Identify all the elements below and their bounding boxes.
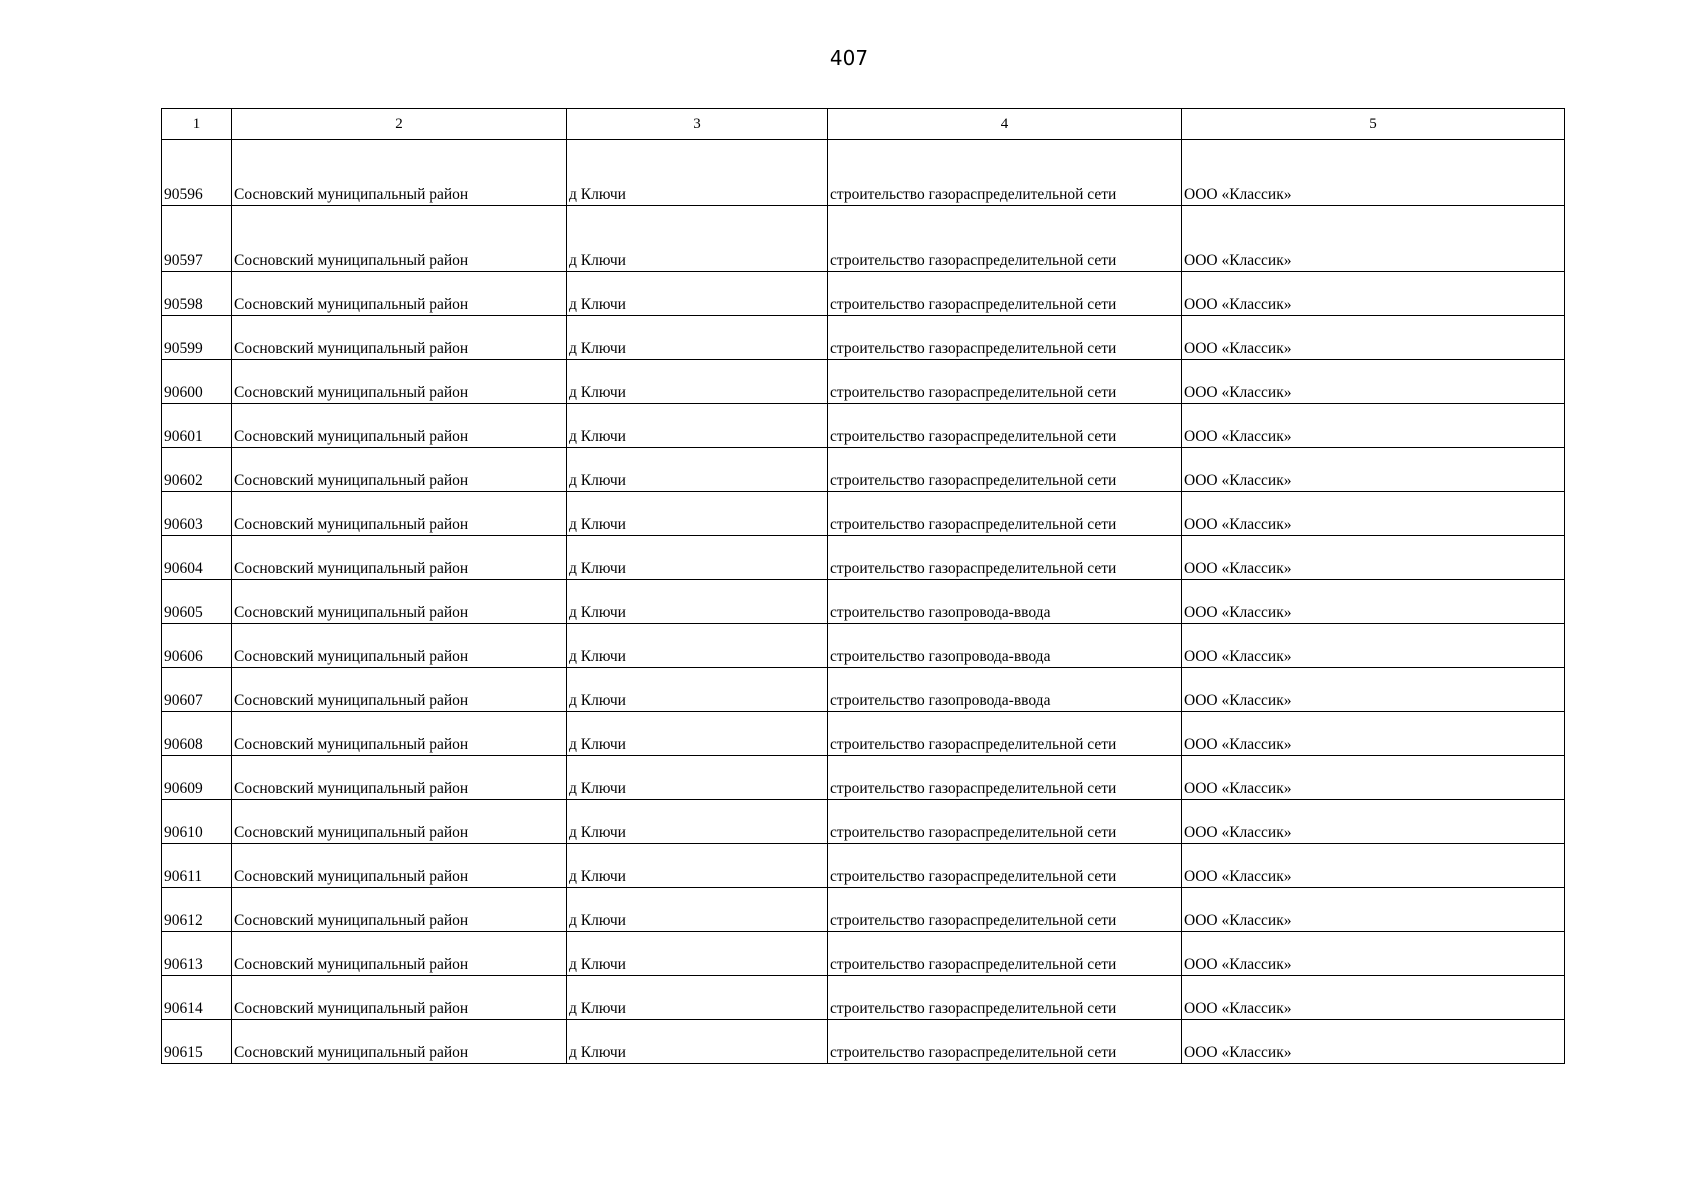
cell-record-number: 90605 bbox=[162, 580, 232, 624]
cell-record-number: 90601 bbox=[162, 404, 232, 448]
cell-settlement: д Ключи bbox=[567, 140, 828, 206]
table-row bbox=[162, 360, 1565, 404]
page-number: 407 bbox=[829, 46, 869, 70]
cell-work-type: строительство газораспределительной сети bbox=[828, 888, 1182, 932]
cell-settlement: д Ключи bbox=[567, 668, 828, 712]
cell-organization: ООО «Классик» bbox=[1182, 624, 1565, 668]
cell-work-type: строительство газораспределительной сети bbox=[828, 932, 1182, 976]
cell-settlement: д Ключи bbox=[567, 888, 828, 932]
table-row bbox=[162, 668, 1565, 712]
table-row bbox=[162, 888, 1565, 932]
cell-organization: ООО «Классик» bbox=[1182, 272, 1565, 316]
cell-district: Сосновский муниципальный район bbox=[232, 580, 567, 624]
table-body bbox=[162, 140, 1565, 1064]
cell-work-type: строительство газораспределительной сети bbox=[828, 140, 1182, 206]
table-row bbox=[162, 492, 1565, 536]
cell-district: Сосновский муниципальный район bbox=[232, 756, 567, 800]
cell-settlement: д Ключи bbox=[567, 492, 828, 536]
cell-organization: ООО «Классик» bbox=[1182, 756, 1565, 800]
cell-record-number: 90612 bbox=[162, 888, 232, 932]
cell-organization: ООО «Классик» bbox=[1182, 888, 1565, 932]
cell-district: Сосновский муниципальный район bbox=[232, 360, 567, 404]
cell-record-number: 90597 bbox=[162, 206, 232, 272]
cell-organization: ООО «Классик» bbox=[1182, 976, 1565, 1020]
cell-record-number: 90602 bbox=[162, 448, 232, 492]
cell-district: Сосновский муниципальный район bbox=[232, 888, 567, 932]
table-row bbox=[162, 624, 1565, 668]
table-row bbox=[162, 206, 1565, 272]
cell-settlement: д Ключи bbox=[567, 580, 828, 624]
cell-settlement: д Ключи bbox=[567, 206, 828, 272]
cell-organization: ООО «Классик» bbox=[1182, 360, 1565, 404]
cell-organization: ООО «Классик» bbox=[1182, 668, 1565, 712]
cell-record-number: 90596 bbox=[162, 140, 232, 206]
table-row bbox=[162, 1020, 1565, 1064]
cell-district: Сосновский муниципальный район bbox=[232, 800, 567, 844]
column-header-3: 3 bbox=[567, 109, 828, 140]
cell-work-type: строительство газораспределительной сети bbox=[828, 206, 1182, 272]
cell-settlement: д Ключи bbox=[567, 844, 828, 888]
cell-work-type: строительство газопровода-ввода bbox=[828, 624, 1182, 668]
cell-settlement: д Ключи bbox=[567, 712, 828, 756]
cell-district: Сосновский муниципальный район bbox=[232, 492, 567, 536]
cell-organization: ООО «Классик» bbox=[1182, 712, 1565, 756]
table-row bbox=[162, 756, 1565, 800]
registry-table bbox=[161, 108, 1565, 1064]
cell-settlement: д Ключи bbox=[567, 756, 828, 800]
cell-organization: ООО «Классик» bbox=[1182, 140, 1565, 206]
cell-settlement: д Ключи bbox=[567, 448, 828, 492]
cell-work-type: строительство газораспределительной сети bbox=[828, 360, 1182, 404]
header-row bbox=[162, 109, 1565, 140]
cell-record-number: 90608 bbox=[162, 712, 232, 756]
cell-settlement: д Ключи bbox=[567, 624, 828, 668]
cell-district: Сосновский муниципальный район bbox=[232, 976, 567, 1020]
table-row bbox=[162, 844, 1565, 888]
cell-work-type: строительство газораспределительной сети bbox=[828, 316, 1182, 360]
table-row bbox=[162, 448, 1565, 492]
cell-organization: ООО «Классик» bbox=[1182, 448, 1565, 492]
table-row bbox=[162, 140, 1565, 206]
cell-organization: ООО «Классик» bbox=[1182, 580, 1565, 624]
cell-organization: ООО «Классик» bbox=[1182, 1020, 1565, 1064]
cell-district: Сосновский муниципальный район bbox=[232, 844, 567, 888]
cell-district: Сосновский муниципальный район bbox=[232, 932, 567, 976]
cell-work-type: строительство газораспределительной сети bbox=[828, 404, 1182, 448]
table-row bbox=[162, 580, 1565, 624]
cell-district: Сосновский муниципальный район bbox=[232, 272, 567, 316]
cell-settlement: д Ключи bbox=[567, 272, 828, 316]
table-row bbox=[162, 272, 1565, 316]
cell-record-number: 90615 bbox=[162, 1020, 232, 1064]
cell-record-number: 90599 bbox=[162, 316, 232, 360]
cell-work-type: строительство газораспределительной сети bbox=[828, 1020, 1182, 1064]
table-row bbox=[162, 712, 1565, 756]
cell-work-type: строительство газораспределительной сети bbox=[828, 492, 1182, 536]
cell-record-number: 90603 bbox=[162, 492, 232, 536]
cell-record-number: 90613 bbox=[162, 932, 232, 976]
cell-settlement: д Ключи bbox=[567, 536, 828, 580]
column-header-1: 1 bbox=[162, 109, 232, 140]
cell-district: Сосновский муниципальный район bbox=[232, 140, 567, 206]
cell-organization: ООО «Классик» bbox=[1182, 932, 1565, 976]
table-row bbox=[162, 932, 1565, 976]
cell-record-number: 90610 bbox=[162, 800, 232, 844]
cell-organization: ООО «Классик» bbox=[1182, 404, 1565, 448]
cell-record-number: 90604 bbox=[162, 536, 232, 580]
table-row bbox=[162, 316, 1565, 360]
cell-settlement: д Ключи bbox=[567, 932, 828, 976]
cell-work-type: строительство газораспределительной сети bbox=[828, 272, 1182, 316]
cell-record-number: 90614 bbox=[162, 976, 232, 1020]
cell-district: Сосновский муниципальный район bbox=[232, 206, 567, 272]
table-row bbox=[162, 536, 1565, 580]
cell-district: Сосновский муниципальный район bbox=[232, 668, 567, 712]
cell-settlement: д Ключи bbox=[567, 404, 828, 448]
cell-organization: ООО «Классик» bbox=[1182, 316, 1565, 360]
cell-district: Сосновский муниципальный район bbox=[232, 316, 567, 360]
cell-settlement: д Ключи bbox=[567, 316, 828, 360]
cell-settlement: д Ключи bbox=[567, 976, 828, 1020]
cell-work-type: строительство газораспределительной сети bbox=[828, 712, 1182, 756]
cell-work-type: строительство газораспределительной сети bbox=[828, 800, 1182, 844]
table-row bbox=[162, 404, 1565, 448]
cell-organization: ООО «Классик» bbox=[1182, 536, 1565, 580]
cell-work-type: строительство газораспределительной сети bbox=[828, 448, 1182, 492]
cell-work-type: строительство газораспределительной сети bbox=[828, 536, 1182, 580]
cell-settlement: д Ключи bbox=[567, 800, 828, 844]
cell-organization: ООО «Классик» bbox=[1182, 844, 1565, 888]
cell-record-number: 90600 bbox=[162, 360, 232, 404]
column-header-2: 2 bbox=[232, 109, 567, 140]
column-header-4: 4 bbox=[828, 109, 1182, 140]
cell-district: Сосновский муниципальный район bbox=[232, 404, 567, 448]
cell-district: Сосновский муниципальный район bbox=[232, 712, 567, 756]
cell-work-type: строительство газораспределительной сети bbox=[828, 976, 1182, 1020]
cell-record-number: 90598 bbox=[162, 272, 232, 316]
cell-organization: ООО «Классик» bbox=[1182, 492, 1565, 536]
cell-record-number: 90609 bbox=[162, 756, 232, 800]
cell-record-number: 90606 bbox=[162, 624, 232, 668]
table-row bbox=[162, 800, 1565, 844]
cell-organization: ООО «Классик» bbox=[1182, 206, 1565, 272]
cell-work-type: строительство газораспределительной сети bbox=[828, 756, 1182, 800]
cell-work-type: строительство газопровода-ввода bbox=[828, 580, 1182, 624]
cell-settlement: д Ключи bbox=[567, 360, 828, 404]
cell-work-type: строительство газораспределительной сети bbox=[828, 844, 1182, 888]
column-header-5: 5 bbox=[1182, 109, 1565, 140]
cell-district: Сосновский муниципальный район bbox=[232, 624, 567, 668]
cell-organization: ООО «Классик» bbox=[1182, 800, 1565, 844]
cell-record-number: 90611 bbox=[162, 844, 232, 888]
cell-district: Сосновский муниципальный район bbox=[232, 1020, 567, 1064]
cell-work-type: строительство газопровода-ввода bbox=[828, 668, 1182, 712]
cell-district: Сосновский муниципальный район bbox=[232, 536, 567, 580]
cell-district: Сосновский муниципальный район bbox=[232, 448, 567, 492]
table-row bbox=[162, 976, 1565, 1020]
cell-settlement: д Ключи bbox=[567, 1020, 828, 1064]
cell-record-number: 90607 bbox=[162, 668, 232, 712]
